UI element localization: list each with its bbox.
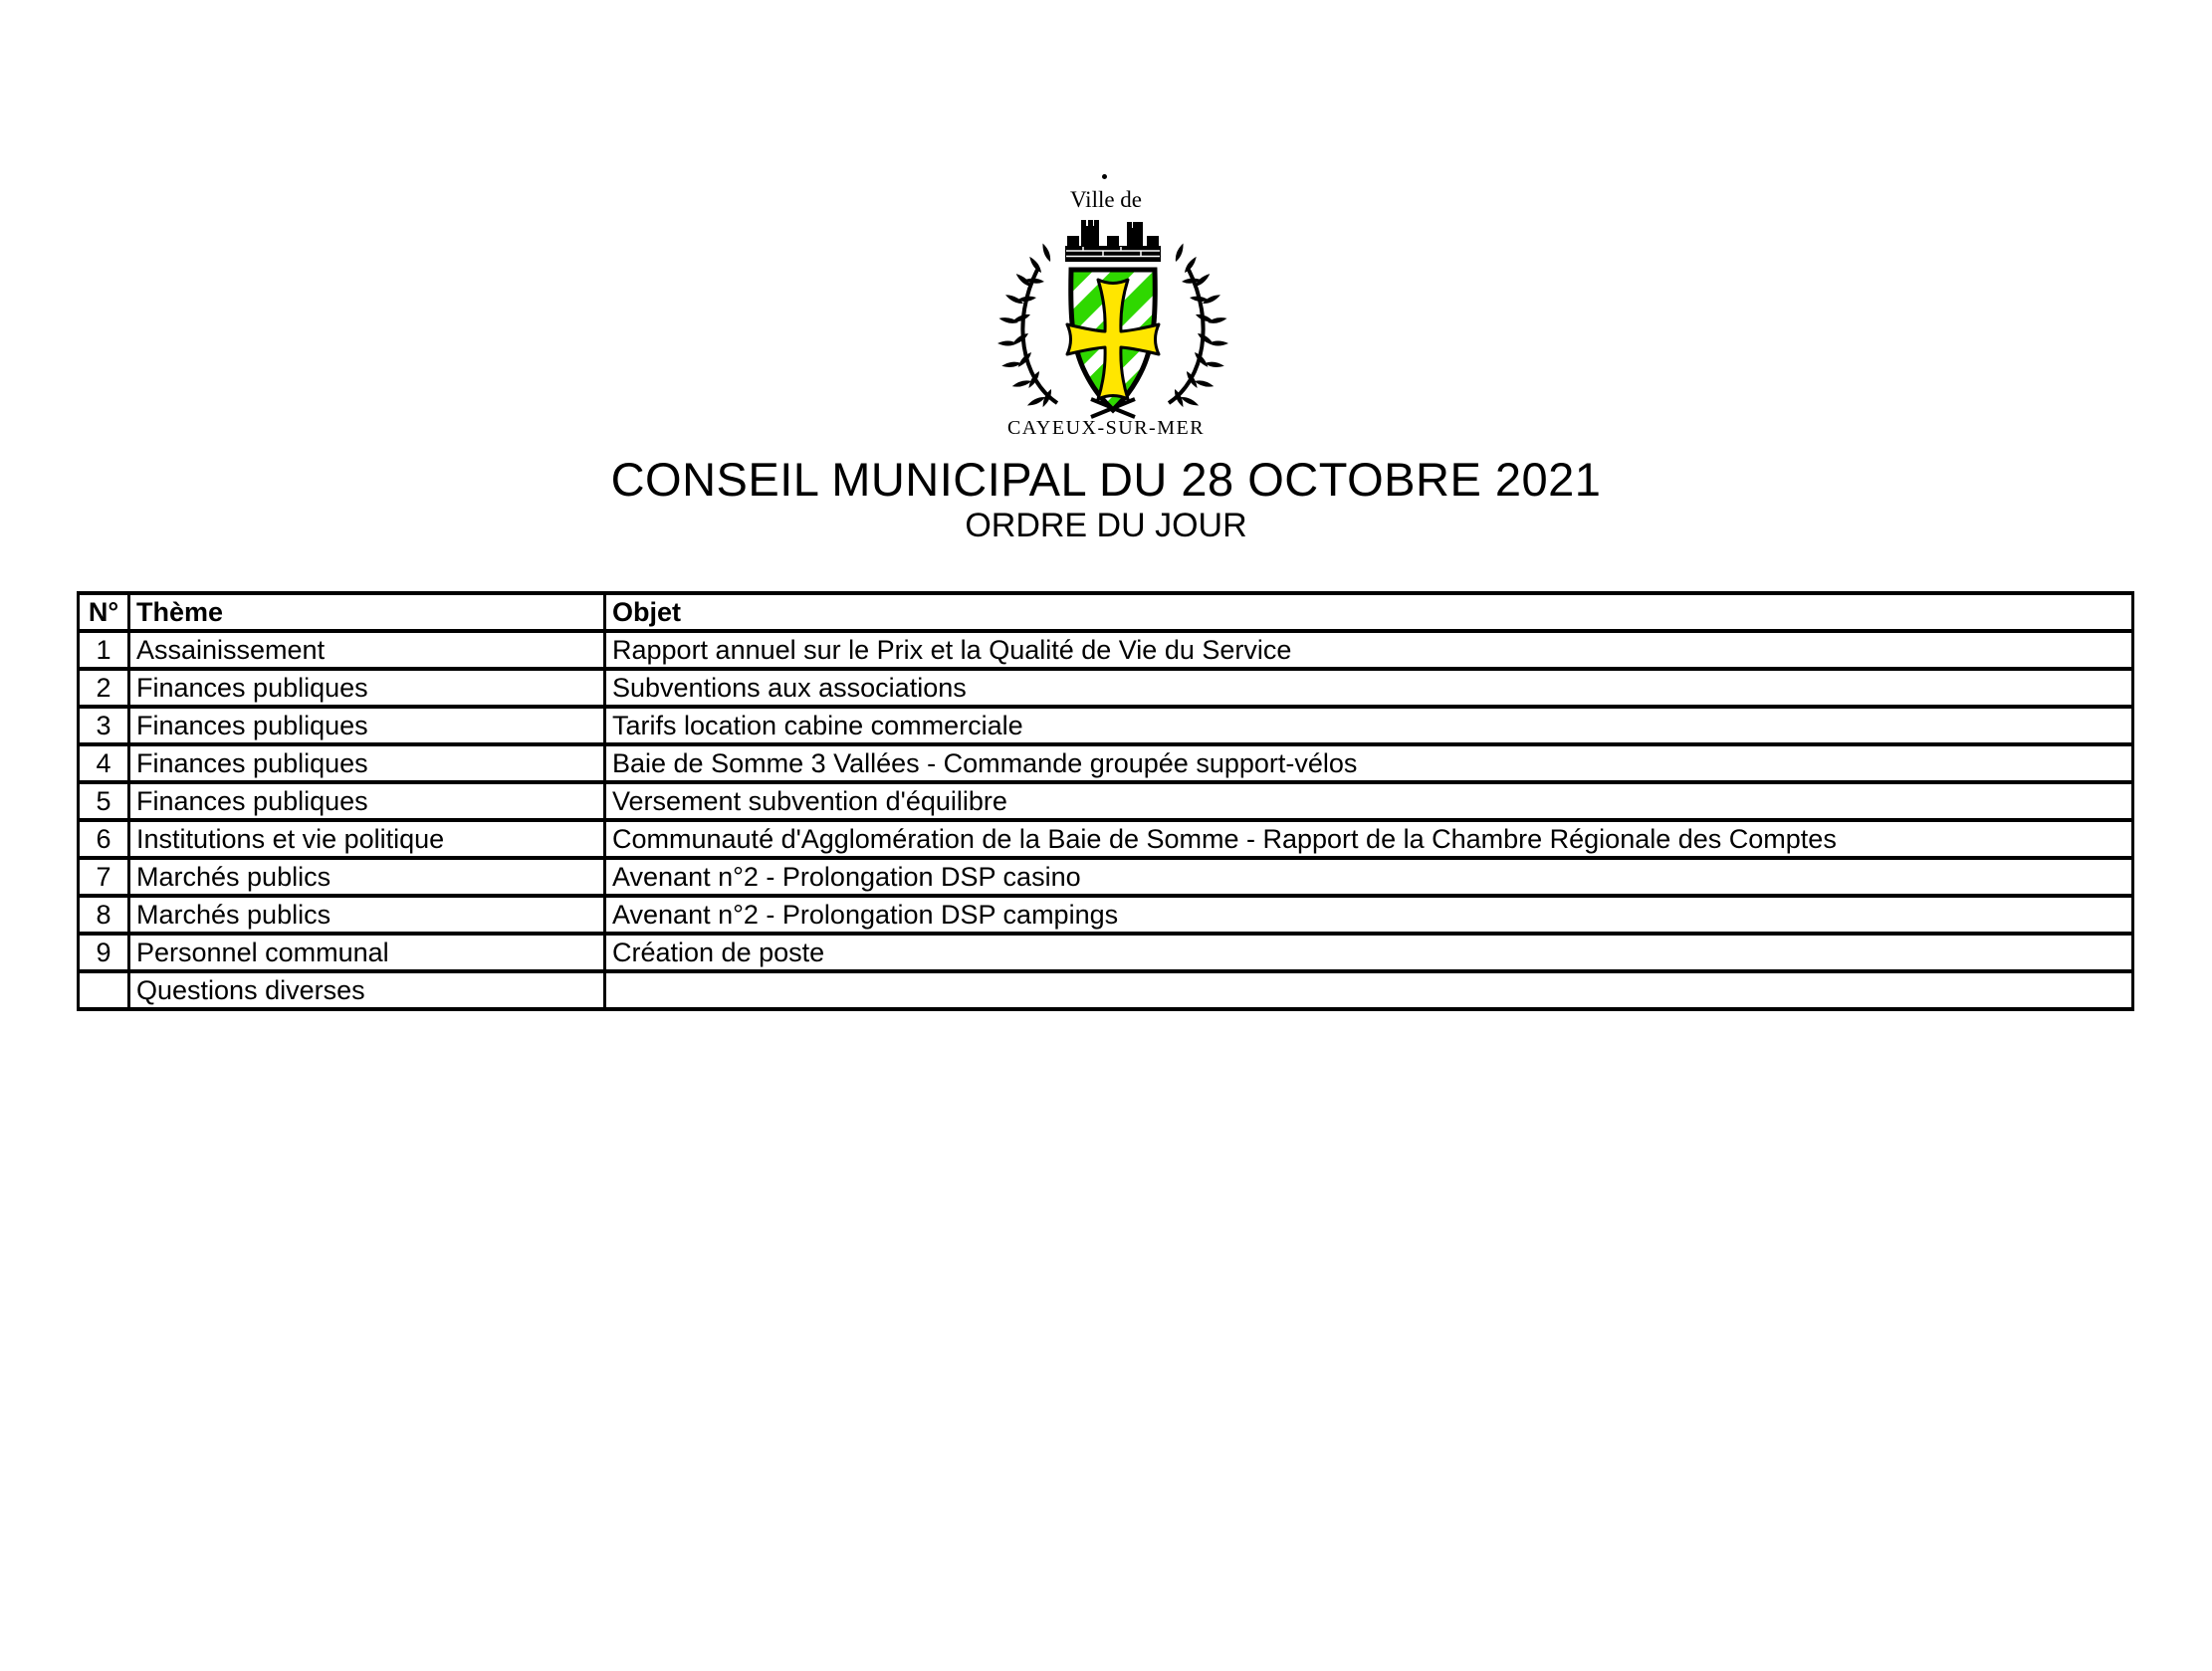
column-header-num: N° [79, 593, 129, 631]
stray-dot [1102, 174, 1107, 179]
agenda-table-body [79, 631, 2133, 1009]
cell-theme: Personnel communal [129, 934, 605, 971]
cell-num: 9 [79, 934, 129, 971]
table-row [79, 707, 2133, 744]
cell-theme: Finances publiques [129, 744, 605, 782]
cell-objet: Subventions aux associations [605, 669, 2133, 707]
cell-num: 5 [79, 782, 129, 820]
agenda-table [77, 591, 2134, 1011]
city-name-label: CAYEUX-SUR-MER [1006, 417, 1206, 439]
table-row [79, 782, 2133, 820]
table-row [79, 934, 2133, 971]
ville-de-label: Ville de [1069, 187, 1143, 212]
cell-objet: Rapport annuel sur le Prix et la Qualité de Vie du Service [605, 631, 2133, 669]
cell-objet: Avenant n°2 - Prolongation DSP campings [605, 896, 2133, 934]
cell-num: 7 [79, 858, 129, 896]
cell-theme: Finances publiques [129, 707, 605, 744]
cell-num: 8 [79, 896, 129, 934]
table-row [79, 669, 2133, 707]
table-row [79, 744, 2133, 782]
table-row [79, 820, 2133, 858]
city-coat-of-arms-logo [994, 220, 1232, 419]
page-subtitle: ORDRE DU JOUR [965, 507, 1247, 544]
cell-num: 3 [79, 707, 129, 744]
page-title: CONSEIL MUNICIPAL DU 28 OCTOBRE 2021 [610, 453, 1602, 506]
table-row [79, 971, 2133, 1009]
cell-theme: Institutions et vie politique [129, 820, 605, 858]
cell-num: 1 [79, 631, 129, 669]
cell-objet [605, 971, 2133, 1009]
cell-theme: Finances publiques [129, 782, 605, 820]
cell-theme: Assainissement [129, 631, 605, 669]
cell-num [79, 971, 129, 1009]
cell-objet: Communauté d'Agglomération de la Baie de Somme - Rapport de la Chambre Régionale des Comptes [605, 820, 2133, 858]
cell-theme: Finances publiques [129, 669, 605, 707]
cell-num: 6 [79, 820, 129, 858]
cell-objet: Création de poste [605, 934, 2133, 971]
table-row [79, 631, 2133, 669]
cell-objet: Tarifs location cabine commerciale [605, 707, 2133, 744]
table-header-row [79, 593, 2133, 631]
mural-crown-icon [1065, 220, 1161, 262]
cell-objet: Versement subvention d'équilibre [605, 782, 2133, 820]
cell-objet: Avenant n°2 - Prolongation DSP casino [605, 858, 2133, 896]
column-header-theme: Thème [129, 593, 605, 631]
cell-theme: Questions diverses [129, 971, 605, 1009]
cell-objet: Baie de Somme 3 Vallées - Commande groupée support-vélos [605, 744, 2133, 782]
cell-theme: Marchés publics [129, 858, 605, 896]
cell-num: 4 [79, 744, 129, 782]
column-header-objet: Objet [605, 593, 2133, 631]
cell-theme: Marchés publics [129, 896, 605, 934]
cell-num: 2 [79, 669, 129, 707]
table-row [79, 896, 2133, 934]
table-row [79, 858, 2133, 896]
